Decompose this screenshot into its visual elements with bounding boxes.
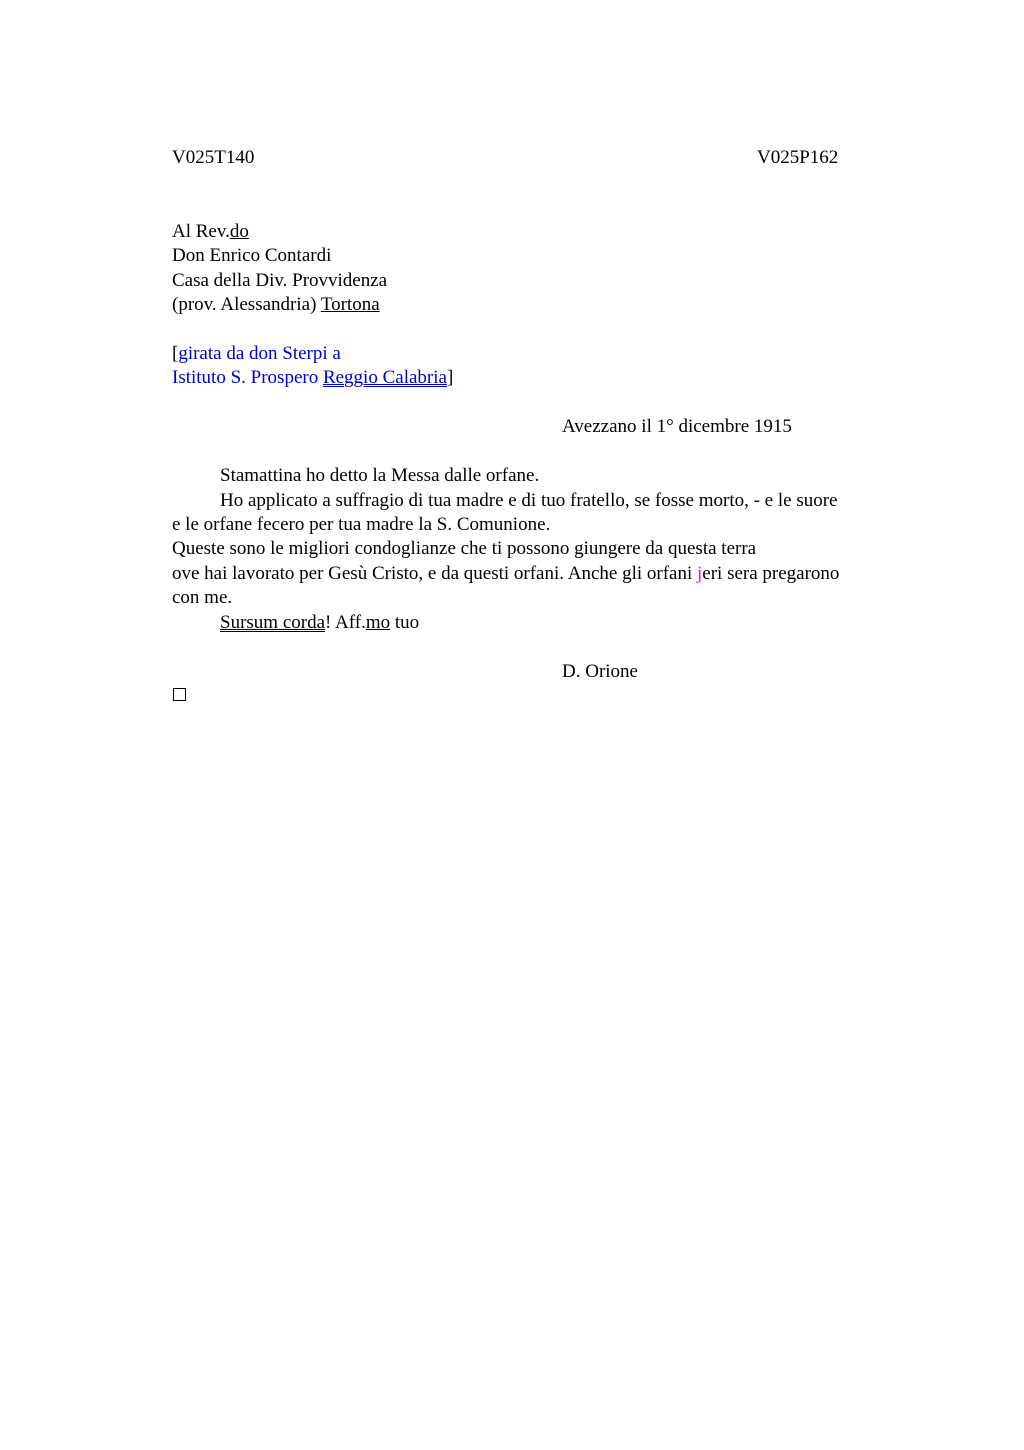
body-line-6: con me. [172,587,233,608]
forwarding-note-city: Reggio Calabria [322,367,447,388]
body-line-5 [172,562,839,586]
closing-tuo: tuo [390,612,420,633]
closing-aff: ! Aff. [325,612,366,633]
address-line-1 [172,220,249,244]
body-line-3: e le orfane fecero per tua madre la S. Comunione. [172,514,551,535]
body-line-5-prefix: ove hai lavorato per Gesù Cristo, e da questi orfani. Anche gli orfani [172,563,697,584]
closing-mo: mo [365,612,391,633]
forwarding-note-text-1: girata da don Sterpi a [178,343,341,364]
address-line-2: Don Enrico Contardi [172,245,332,266]
forwarding-note-institute: Istituto S. Prospero [172,367,323,388]
address-province: (prov. Alessandria) [172,294,321,315]
address-title-underlined: do [229,221,249,242]
signature: D. Orione [562,661,638,682]
address-city: Tortona [320,294,380,315]
body-line-5-suffix: eri sera pregarono [702,563,840,584]
closing-line [220,611,419,635]
body-line-4: Queste sono le migliori condoglianze che ti possono giungere da questa terra [172,538,757,559]
forwarding-note-line-2 [172,366,453,390]
address-title-prefix: Al Rev. [172,221,230,242]
body-line-5-highlight: j [697,563,703,584]
body-line-2: Ho applicato a suffragio di tua madre e di tuo fratello, se fosse morto, - e le suore [220,490,838,511]
closing-sursum-corda: Sursum corda [220,612,326,633]
place-date: Avezzano il 1° dicembre 1915 [562,416,792,437]
bracket-open: [ [172,343,179,364]
forwarding-note-line-1 [172,342,341,366]
body-line-1: Stamattina ho detto la Messa dalle orfane. [220,465,540,486]
document-code-right: V025P162 [757,147,839,168]
bracket-close: ] [446,367,454,388]
empty-box-icon [173,688,186,701]
address-line-3: Casa della Div. Provvidenza [172,270,388,291]
document-code-left: V025T140 [172,147,255,168]
address-line-4 [172,293,380,317]
